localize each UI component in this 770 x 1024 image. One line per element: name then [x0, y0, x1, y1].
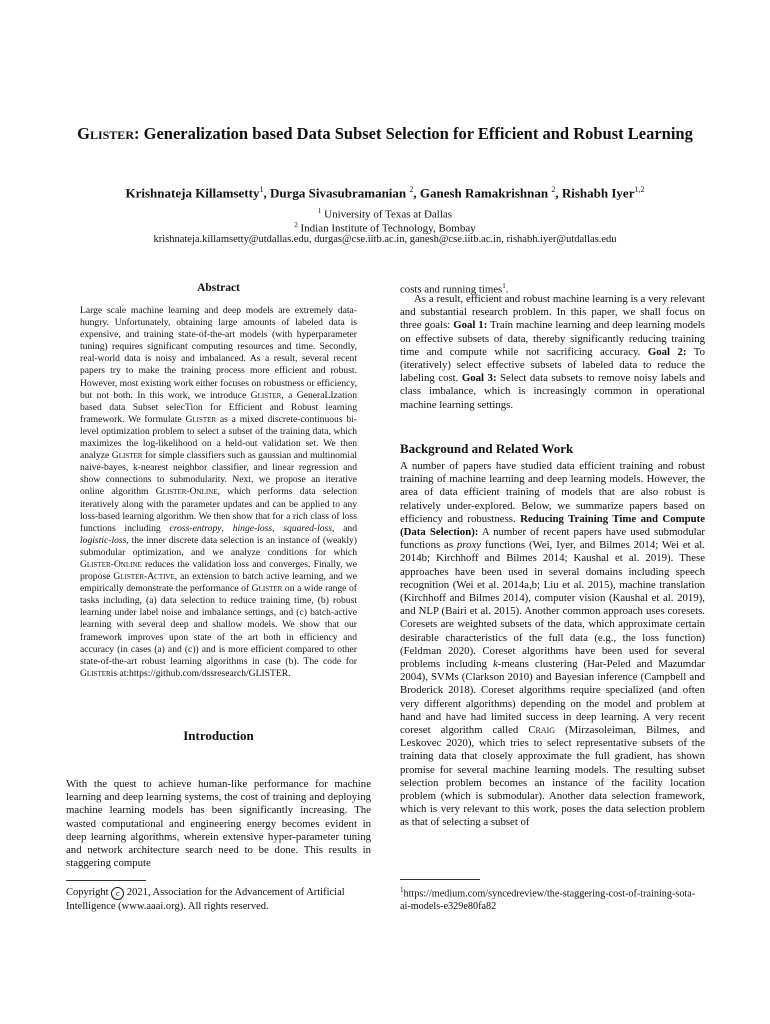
affiliation-mark: 1 — [317, 207, 322, 215]
abstract-text: , and — [332, 522, 358, 534]
author-name: Krishnateja Killamsetty — [125, 185, 260, 201]
author-name: Rishabh Iyer — [561, 185, 635, 201]
goals-paragraph — [400, 293, 705, 412]
abstract-heading: Abstract — [197, 282, 240, 294]
system-name: Glister — [185, 413, 217, 425]
algorithm-name: Craig — [528, 724, 556, 737]
body-text: (Mirzasoleiman, Bilmes, and Leskovec 2020), which tries to select representative subsets of the training data that closely approximate the full gradient, has shown promise for several machine learning models. The resulting subset selection problem becomes an instance of the facility location problem (which is submodular). Another data selection framework, which is very relevant to this work, poses the data selection problem as that of selecting a subset of — [400, 724, 705, 829]
author-affiliation-mark: 1,2 — [634, 185, 645, 194]
body-text: -means clustering (Har-Peled and Mazumdar 2004), SVMs (Clarkson 2010) and Bayesian inference (Campbell and Broderick 2018). Coreset algorithms require specialized (and often very different algorithms) depending on the model and problem at hand and have had limited success in deep learning. A very recent coreset algorithm called — [400, 658, 705, 737]
body-text: A number of papers have studied data efficient training and robust training of machine learning and deep learning models. However, the area of data efficient training of models that are also robust is relatively under-explored. Below, we summarize papers based on efficiency and robustness. — [400, 460, 705, 525]
author-name: Ganesh Ramakrishnan — [419, 185, 549, 201]
system-name: Glister — [80, 667, 111, 679]
affiliation-text: University of Texas at Dallas — [324, 208, 453, 221]
abstract-text: Large scale machine learning and deep models are extremely data-hungry. Unfortunately, obtaining large amounts of labeled data is expensive, and training state-of-the-art models (with hyperparameter tuning) requires significant computing resources and time. Secondly, real-world data is noisy and imbalanced. As a result, several recent papers try to make the training process more efficient and robust. However, most existing work either focuses on robustness or efficiency, but not both. In this work, we introduce — [80, 305, 357, 401]
copyright-text: 2021, Association for the Advancement of Artificial Intelligence (www.aaai.org). All rights reserved. — [66, 887, 345, 912]
title-system-name: Glister — [77, 124, 134, 143]
paper-title — [60, 124, 710, 144]
background-paragraph — [400, 460, 705, 830]
footnote-rule — [400, 879, 480, 880]
abstract-text: on a wide range of tasks including, (a) data selection to reduce training time, (b) robust learning under label noise and imbalance settings, and (c) batch-active learning with several deep and shallow models. We show that our framework improves upon state of the art both in efficiency and accuracy (in cases (a) and (c)) and is more efficient compared to other state-of-the-art robust learning algorithms in case (b). The code for — [80, 583, 358, 667]
footnote — [400, 884, 705, 913]
author-list: Krishnateja Killamsetty$^1$, Durga Sivasubramanian $^2$, Ganesh Ramakrishnan $^2$, Rishabh Iyer$^{1,2}$ — [125, 185, 645, 201]
affiliation-text: Indian Institute of Technology, Bombay — [300, 222, 476, 235]
body-text: A number of recent papers have used submodular functions as — [400, 526, 706, 552]
footnote-rule — [66, 880, 146, 881]
copyright-symbol: c — [111, 887, 124, 900]
abstract-text: for simple classifiers such as gaussian and multinomial naive-bayes, k-nearest neighbor classifier, and linear regression and show connections to submodularity. Next, we propose an iterative online algorithm — [80, 450, 357, 498]
goal-label: Goal 1: — [453, 319, 488, 332]
abstract-text: is at:https://github.com/dssresearch/GLISTER. — [110, 667, 291, 679]
abstract-text: , — [272, 522, 284, 534]
abstract-body — [80, 305, 357, 680]
system-name: Glister-Online — [155, 486, 218, 498]
paragraph-label: Reducing Training Time and Compute (Data Selection): — [400, 512, 705, 539]
loss-name: logistic-loss — [80, 534, 127, 546]
author-affiliation-mark: 2 — [551, 185, 556, 194]
body-text: To (iteratively) select effective subsets of labeled data to reduce the labeling cost. — [400, 345, 705, 385]
system-name: Glister-Active — [113, 571, 175, 583]
author-name: Durga Sivasubramanian — [269, 185, 407, 201]
abstract-text: , the inner discrete data selection is an instance of (weakly) submodular optimization, and we analyze conditions for which — [80, 534, 357, 558]
body-text: Select data subsets to remove noisy labels and class imbalance, which is increasingly common in operational machine learning settings. — [400, 372, 705, 411]
body-text: costs and running times — [400, 283, 503, 296]
abstract-text: , a GeneraLIzation based data Subset selecTion for Efficient and Robust learning framework. We formulate — [80, 389, 358, 425]
abstract-text: , — [221, 522, 233, 534]
system-name: Glister — [111, 450, 143, 462]
abstract-text: reduces the validation loss and converges. Finally, we propose — [80, 558, 357, 583]
loss-name: cross-entropy — [169, 522, 222, 534]
author-affiliation-mark: 1 — [259, 185, 264, 194]
copyright-prefix: Copyright — [66, 887, 109, 898]
goal-label: Goal 3: — [461, 372, 497, 385]
abstract-text: , an extension to batch active learning, and we empirically demonstrate the performance of — [80, 571, 357, 595]
loss-name: hinge-loss — [232, 522, 273, 534]
background-heading: Background and Related Work — [400, 441, 574, 456]
author-emails: krishnateja.killamsetty@utdallas.edu, durgas@cse.iitb.ac.in, ganesh@cse.iitb.ac.in, rishabh.iyer@utdallas.edu — [153, 234, 617, 245]
body-text: As a result, efficient and robust machine learning is a very relevant and substantial research problem. In this paper, we shall focus on three goals: — [400, 293, 705, 332]
affiliation-mark: 2 — [294, 221, 298, 229]
loss-name: squared-loss — [283, 522, 332, 534]
system-name: Glister — [251, 583, 283, 595]
footnote-text: https://medium.com/syncedreview/the-staggering-cost-of-training-sota-ai-models-e329e80fa82 — [400, 888, 696, 912]
introduction-heading: Introduction — [183, 728, 254, 743]
abstract-text: as a mixed discrete-continuous bi-level optimization problem to select a subset of the training data, which maximizes the log-likelihood on a held-out validation set. We then analyze — [80, 413, 357, 462]
copyright-notice — [66, 886, 371, 913]
goal-label: Goal 2: — [647, 345, 687, 358]
math-var: k — [492, 658, 498, 671]
system-name: Glister — [250, 389, 282, 401]
body-text: . — [505, 283, 509, 296]
system-name: Glister-Online — [80, 558, 142, 570]
emphasis: proxy — [456, 539, 482, 552]
author-affiliation-mark: 2 — [409, 185, 414, 194]
title-rest: : Generalization based Data Subset Selection for Efficient and Robust Learning — [133, 124, 693, 143]
body-text: Train machine learning and deep learning models on effective subsets of data, thereby significantly reducing training time and compute while not sacrificing accuracy. — [400, 319, 705, 358]
footnote-mark: 1 — [502, 282, 506, 290]
body-text: functions (Wei, Iyer, and Bilmes 2014; Wei et al. 2014b; Kirchhoff and Bilmes 2014; Kaushal et al. 2019). These approaches have been used in several domains including speech recognition (Wei et al. 2014a,b; Liu et al. 2015), machine translation (Kirchhoff and Bilmes 2014), computer vision (Kaushal et al. 2019), and NLP (Bairi et al. 2015). Another common approach uses coresets. Coresets are weighted subsets of the data, which approximate certain desirable characteristics of the full data (e.g., the loss function) (Feldman 2020). Coreset algorithms have been used for several problems including — [400, 539, 705, 671]
footnote-mark: 1 — [400, 886, 404, 894]
abstract-text: , which performs data selection iteratively along with the parameter updates and can be applied to any loss-based learning algorithm. We then show that for a rich class of loss functions including — [80, 486, 357, 534]
introduction-text: With the quest to achieve human-like performance for machine learning and deep learning systems, the cost of training and deploying machine learning models has been significantly increasing. The wasted computational and engineering energy becomes evident in deep learning algorithms, wherein extensive hyper-parameter tuning and network architecture search need to be done. This results in staggering compute — [66, 778, 371, 870]
